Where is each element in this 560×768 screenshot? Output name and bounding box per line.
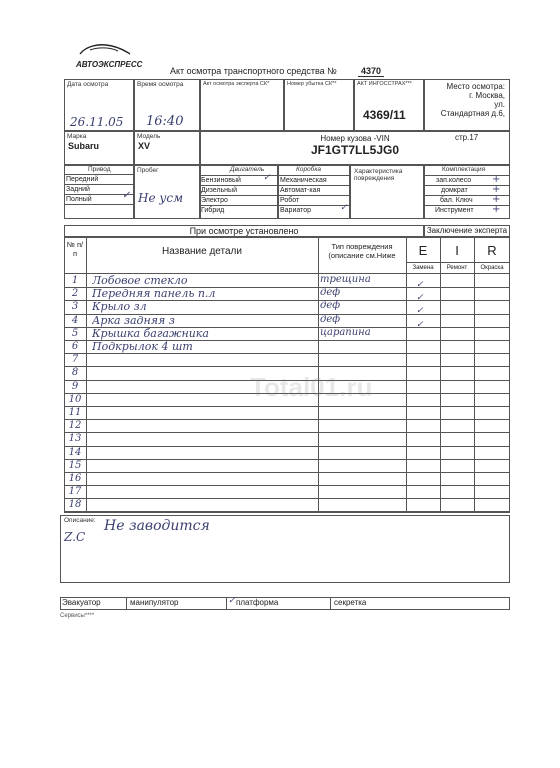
row-number: 9	[71, 380, 79, 392]
table-row-line	[64, 353, 510, 354]
logo-text: АВТОЭКСПРЕСС	[76, 60, 143, 69]
loss-number-box: Номер убытка СК**	[284, 79, 354, 131]
type-header: Тип повреждения (описание см.Ниже	[328, 242, 396, 260]
table-row-line	[64, 446, 510, 447]
row-part-name: Лобовое стекло	[92, 274, 188, 287]
watermark: Total01.ru	[250, 372, 373, 402]
logo	[76, 42, 143, 69]
table-row-line	[64, 432, 510, 433]
table-row-line	[64, 419, 510, 420]
table-row-line	[64, 485, 510, 486]
drive-check-icon: ✓	[122, 190, 131, 201]
col-r-header: R	[487, 243, 497, 258]
table-row-line	[64, 366, 510, 367]
place-box: Место осмотра: г. Москва, ул. Стандартная д.6,	[424, 79, 510, 131]
row-number: 15	[68, 459, 82, 471]
row-damage-type: царапина	[320, 326, 371, 338]
row-number: 3	[71, 301, 79, 313]
ingos-value: 4369/11	[363, 108, 406, 122]
row-number: 17	[68, 486, 82, 498]
established-header: При осмотре установлено	[64, 225, 424, 237]
row-number: 7	[71, 354, 79, 366]
row-number: 8	[71, 367, 79, 379]
model-value: XV	[138, 141, 151, 151]
mileage-value: Не усм	[138, 191, 184, 205]
date-box: Дата осмотра	[64, 79, 134, 131]
table-row-line	[64, 406, 510, 407]
row-part-name: Крышка багажника	[92, 326, 209, 340]
row-part-name: Подкрылок 4 шт	[92, 340, 193, 353]
table-row-line	[64, 459, 510, 460]
vin-box: Номер кузова -VIN JF1GT7LL5JG0	[200, 131, 510, 165]
row-number: 13	[68, 433, 82, 445]
row-number: 12	[68, 420, 82, 432]
description-value: Не заводится	[104, 518, 210, 534]
table-row-line	[64, 498, 510, 499]
gearbox-check-icon: ✓	[340, 203, 348, 213]
replace-check-icon: ✓	[416, 306, 424, 316]
date-value: 26.11.05	[70, 115, 124, 129]
part-header: Название детали	[162, 246, 242, 257]
row-damage-type: деф	[320, 300, 341, 312]
time-value: 16:40	[146, 114, 184, 129]
col-e-header: E	[418, 243, 428, 258]
place-addr2: стр.17	[455, 133, 479, 142]
act-number: 4370	[358, 66, 384, 77]
drive-item-rear: Задний	[66, 186, 90, 193]
row-number: 6	[71, 341, 79, 352]
drive-item-front: Передний	[66, 176, 99, 183]
row-number: 5	[71, 327, 79, 339]
replace-check-icon: ✓	[416, 320, 424, 330]
row-number: 14	[68, 446, 82, 458]
page-title: Акт осмотра транспортного средства №	[170, 66, 337, 76]
damage-char-box: Характеристика повреждения	[350, 165, 424, 219]
table-row-line	[64, 472, 510, 473]
mileage-box: Пробег	[134, 165, 200, 219]
row-number: 18	[68, 499, 82, 511]
time-box: Время осмотра	[134, 79, 200, 131]
platform-check-icon: ✓	[228, 596, 236, 606]
row-number: 11	[68, 407, 82, 418]
row-number: 16	[68, 473, 82, 484]
table-row-line	[64, 512, 510, 513]
ingos-box: АКТ ИНГОССТРАХ*** 4369/11	[354, 79, 424, 131]
kit-plus-icon: + + + +	[492, 174, 501, 215]
row-number: 2	[71, 288, 79, 300]
make-value: Subaru	[68, 141, 100, 151]
row-part-name: Крыло зл	[92, 300, 147, 314]
make-box: Марка Subaru	[64, 131, 134, 165]
model-box: Модель XV	[134, 131, 200, 165]
row-number: 10	[68, 393, 82, 405]
car-logo-icon	[76, 42, 132, 56]
row-damage-type: деф	[320, 287, 341, 299]
expert-act-box: Акт осмотра эксперта СК*	[200, 79, 284, 131]
row-damage-type: деф	[320, 313, 341, 325]
row-number: 4	[71, 314, 79, 326]
drive-item-full: Полный	[66, 196, 92, 203]
num-header: № п/п	[66, 240, 84, 258]
expert-header: Заключение эксперта	[424, 225, 510, 237]
row-part-name: Арка задняя з	[92, 313, 175, 327]
row-part-name: Передняя панель п.л	[92, 287, 216, 301]
col-i-header: I	[455, 243, 459, 258]
vin-value: JF1GT7LL5JG0	[310, 143, 400, 157]
replace-check-icon: ✓	[416, 280, 424, 290]
replace-check-icon: ✓	[416, 293, 424, 303]
row-number: 1	[71, 275, 79, 286]
description-box: Описание:	[60, 515, 510, 583]
description-prefix: Z.С	[64, 530, 86, 544]
footer-row	[60, 597, 510, 610]
engine-check-icon: ✓	[263, 173, 271, 183]
row-damage-type: трещина	[320, 274, 371, 285]
